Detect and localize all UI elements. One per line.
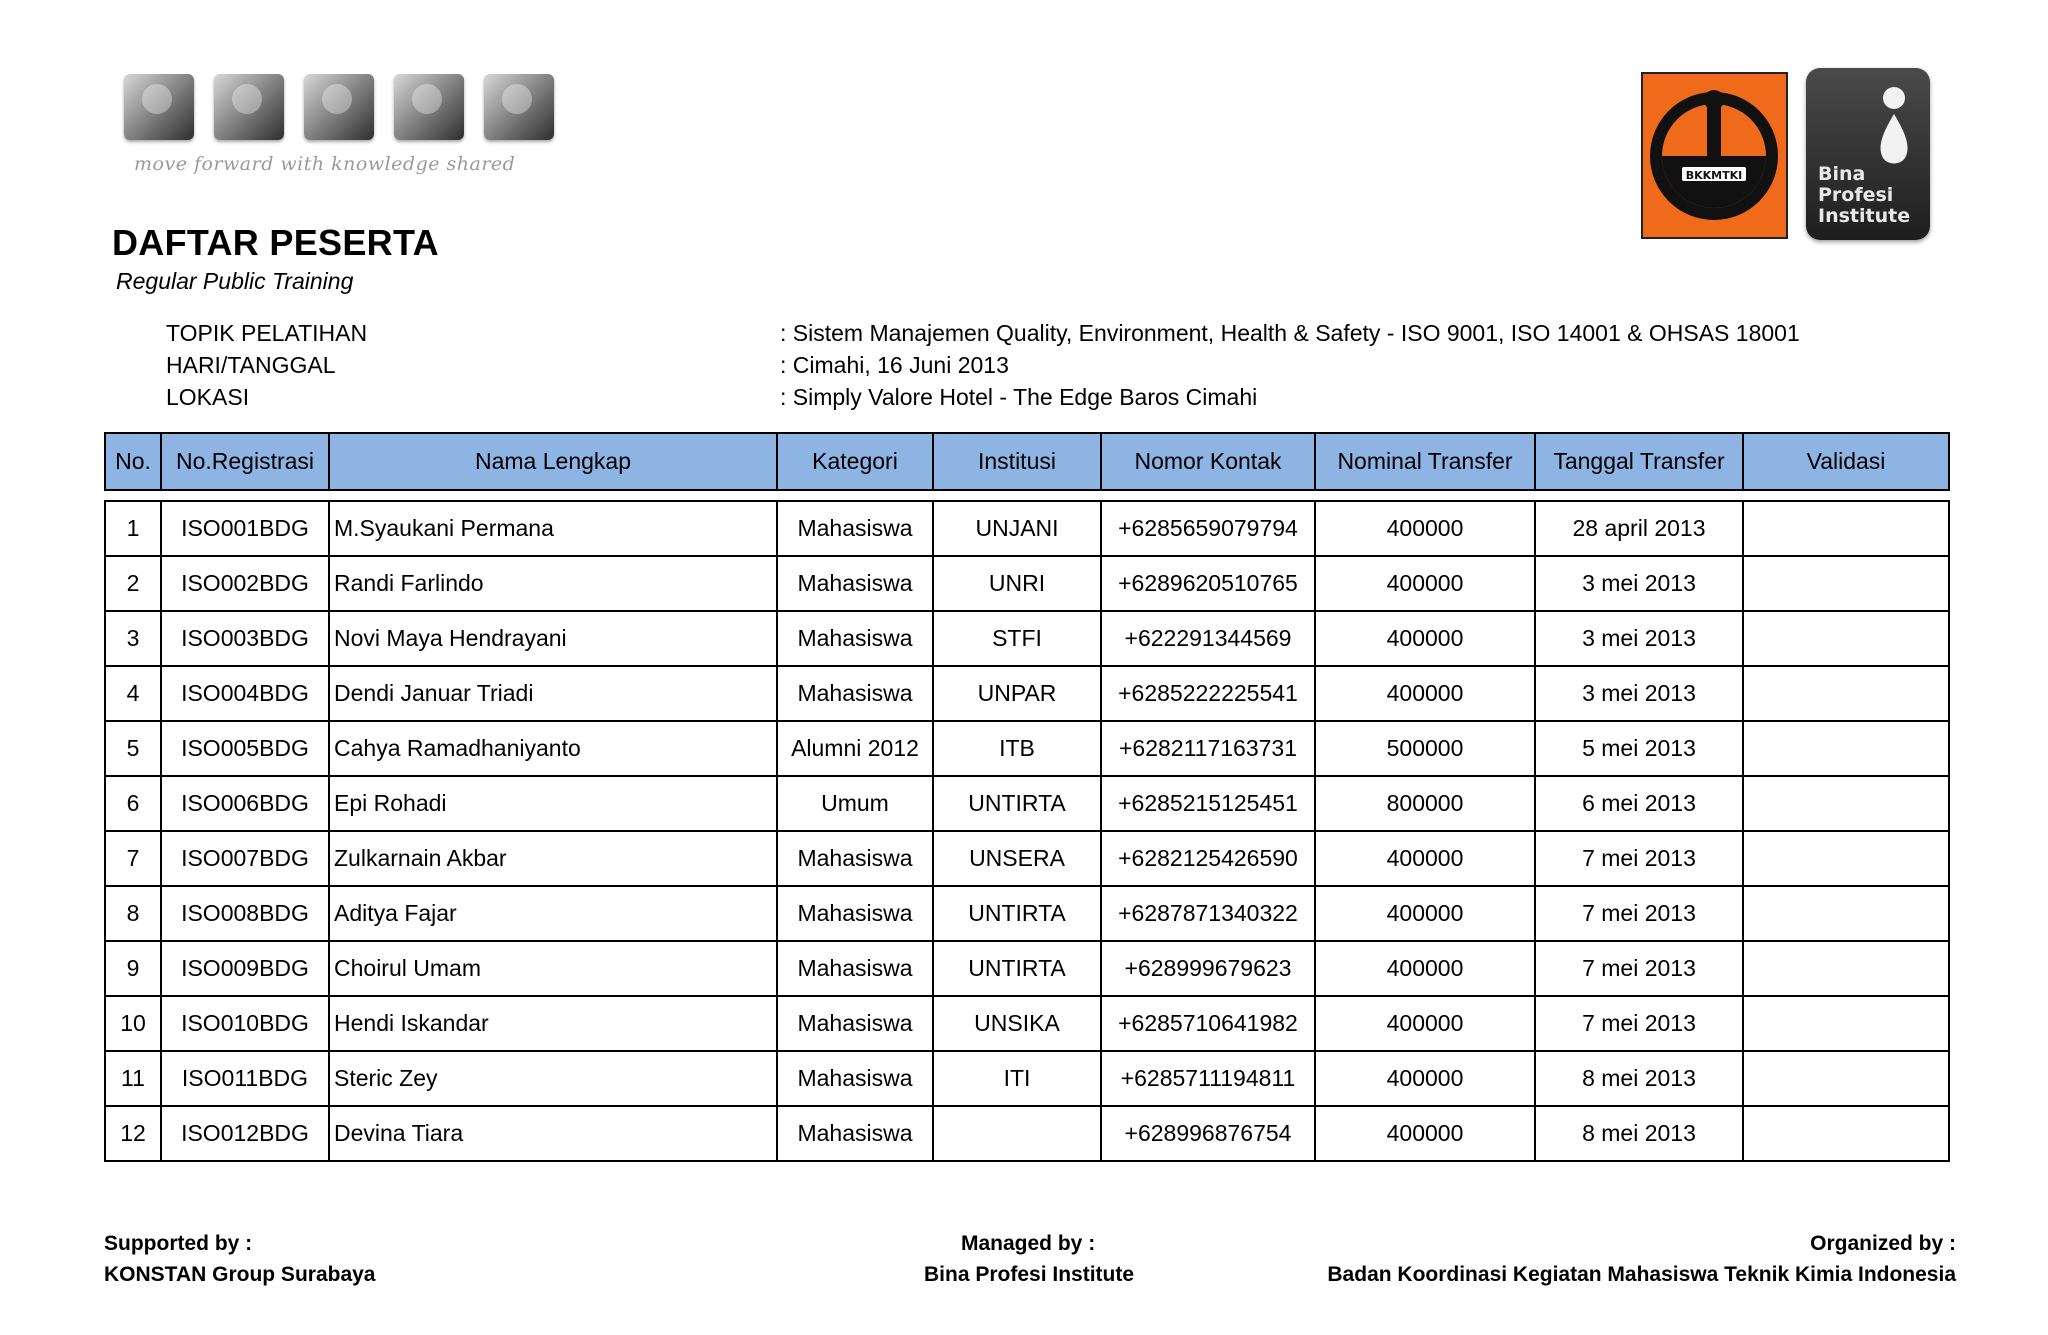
cell-full-name: Steric Zey — [329, 1051, 777, 1106]
cell-registration: ISO008BDG — [161, 886, 329, 941]
column-header-full-name: Nama Lengkap — [329, 433, 777, 490]
footer-managed-value: Bina Profesi Institute — [924, 1263, 1135, 1286]
cell-full-name: Aditya Fajar — [329, 886, 777, 941]
cell-registration: ISO002BDG — [161, 556, 329, 611]
bpi-line: Bina — [1818, 163, 1866, 185]
cell-validation — [1743, 721, 1949, 776]
column-header-no: No. — [105, 433, 161, 490]
cell-full-name: Dendi Januar Triadi — [329, 666, 777, 721]
cell-no: 6 — [105, 776, 161, 831]
cell-institution: ITB — [933, 721, 1101, 776]
table-row — [105, 1051, 1949, 1106]
table-row — [105, 666, 1949, 721]
cell-category: Mahasiswa — [777, 611, 933, 666]
cell-transfer-amount: 400000 — [1315, 666, 1535, 721]
cell-registration: ISO011BDG — [161, 1051, 329, 1106]
cell-transfer-date: 5 mei 2013 — [1535, 721, 1743, 776]
cell-full-name: Zulkarnain Akbar — [329, 831, 777, 886]
cell-no: 11 — [105, 1051, 161, 1106]
photo-thumbnail — [124, 74, 194, 140]
table-row — [105, 941, 1949, 996]
cell-category: Mahasiswa — [777, 831, 933, 886]
footer-managed-label: Managed by : — [961, 1232, 1096, 1255]
photo-thumbnail — [214, 74, 284, 140]
cell-category: Alumni 2012 — [777, 721, 933, 776]
cell-transfer-amount: 500000 — [1315, 721, 1535, 776]
cell-full-name: Randi Farlindo — [329, 556, 777, 611]
cell-category: Umum — [777, 776, 933, 831]
column-header-contact: Nomor Kontak — [1101, 433, 1315, 490]
cell-institution: UNTIRTA — [933, 886, 1101, 941]
cell-transfer-date: 8 mei 2013 — [1535, 1051, 1743, 1106]
bpi-line: Institute — [1818, 205, 1911, 227]
photo-thumbnail — [394, 74, 464, 140]
footer-supported-label: Supported by : — [104, 1232, 253, 1255]
cell-validation — [1743, 666, 1949, 721]
cell-institution: UNSIKA — [933, 996, 1101, 1051]
cell-institution: UNPAR — [933, 666, 1101, 721]
table-row — [105, 776, 1949, 831]
cell-contact: +6282125426590 — [1101, 831, 1315, 886]
cell-transfer-amount: 400000 — [1315, 501, 1535, 556]
cell-transfer-date: 7 mei 2013 — [1535, 996, 1743, 1051]
table-row — [105, 721, 1949, 776]
cell-transfer-amount: 400000 — [1315, 556, 1535, 611]
cell-no: 7 — [105, 831, 161, 886]
water-drop-icon — [1876, 86, 1912, 168]
cell-full-name: Cahya Ramadhaniyanto — [329, 721, 777, 776]
cell-validation — [1743, 501, 1949, 556]
bkkmtki-emblem-icon — [1643, 74, 1786, 237]
cell-no: 12 — [105, 1106, 161, 1161]
cell-transfer-amount: 400000 — [1315, 886, 1535, 941]
table-row — [105, 501, 1949, 556]
cell-validation — [1743, 996, 1949, 1051]
cell-category: Mahasiswa — [777, 556, 933, 611]
cell-institution: UNRI — [933, 556, 1101, 611]
cell-category: Mahasiswa — [777, 941, 933, 996]
cell-transfer-date: 3 mei 2013 — [1535, 666, 1743, 721]
cell-category: Mahasiswa — [777, 1051, 933, 1106]
cell-registration: ISO012BDG — [161, 1106, 329, 1161]
photo-thumbnail — [484, 74, 554, 140]
cell-contact: +622291344569 — [1101, 611, 1315, 666]
cell-category: Mahasiswa — [777, 886, 933, 941]
cell-institution: STFI — [933, 611, 1101, 666]
cell-registration: ISO004BDG — [161, 666, 329, 721]
cell-no: 9 — [105, 941, 161, 996]
cell-registration: ISO005BDG — [161, 721, 329, 776]
participant-table-header — [104, 432, 1950, 491]
cell-validation — [1743, 1051, 1949, 1106]
cell-transfer-date: 6 mei 2013 — [1535, 776, 1743, 831]
cell-contact: +6285711194811 — [1101, 1051, 1315, 1106]
cell-registration: ISO009BDG — [161, 941, 329, 996]
cell-no: 5 — [105, 721, 161, 776]
cell-full-name: M.Syaukani Permana — [329, 501, 777, 556]
cell-registration: ISO003BDG — [161, 611, 329, 666]
cell-transfer-date: 7 mei 2013 — [1535, 831, 1743, 886]
info-value-date: : Cimahi, 16 Juni 2013 — [780, 352, 1009, 378]
info-value-topic: : Sistem Manajemen Quality, Environment, Health & Safety - ISO 9001, ISO 14001 & OHSAS 18001 — [780, 320, 1800, 346]
cell-validation — [1743, 776, 1949, 831]
cell-contact: +6285710641982 — [1101, 996, 1315, 1051]
cell-no: 1 — [105, 501, 161, 556]
cell-transfer-amount: 400000 — [1315, 941, 1535, 996]
cell-transfer-date: 7 mei 2013 — [1535, 886, 1743, 941]
cell-registration: ISO007BDG — [161, 831, 329, 886]
info-label-topic: TOPIK PELATIHAN — [166, 320, 368, 346]
cell-validation — [1743, 1106, 1949, 1161]
footer-organized-label: Organized by : — [1810, 1232, 1956, 1255]
page-subtitle: Regular Public Training — [116, 268, 354, 294]
cell-category: Mahasiswa — [777, 666, 933, 721]
cell-validation — [1743, 886, 1949, 941]
cell-institution — [933, 1106, 1101, 1161]
table-row — [105, 611, 1949, 666]
cell-transfer-date: 3 mei 2013 — [1535, 611, 1743, 666]
cell-validation — [1743, 556, 1949, 611]
cell-validation — [1743, 831, 1949, 886]
cell-transfer-amount: 400000 — [1315, 1051, 1535, 1106]
cell-institution: UNTIRTA — [933, 941, 1101, 996]
cell-transfer-amount: 400000 — [1315, 831, 1535, 886]
cell-full-name: Epi Rohadi — [329, 776, 777, 831]
footer-organized-value: Badan Koordinasi Kegiatan Mahasiswa Teknik Kimia Indonesia — [1327, 1263, 1956, 1286]
cell-transfer-date: 8 mei 2013 — [1535, 1106, 1743, 1161]
cell-category: Mahasiswa — [777, 996, 933, 1051]
cell-no: 8 — [105, 886, 161, 941]
page-title: DAFTAR PESERTA — [112, 222, 439, 263]
cell-no: 4 — [105, 666, 161, 721]
cell-full-name: Hendi Iskandar — [329, 996, 777, 1051]
cell-contact: +6282117163731 — [1101, 721, 1315, 776]
table-row — [105, 886, 1949, 941]
cell-institution: ITI — [933, 1051, 1101, 1106]
column-header-institution: Institusi — [933, 433, 1101, 490]
cell-contact: +6285215125451 — [1101, 776, 1315, 831]
cell-contact: +6285659079794 — [1101, 501, 1315, 556]
cell-transfer-date: 3 mei 2013 — [1535, 556, 1743, 611]
bkk-logo-text: BKKMTKI — [1685, 169, 1743, 182]
bkkmtki-logo — [1641, 72, 1788, 239]
cell-transfer-amount: 400000 — [1315, 611, 1535, 666]
table-row — [105, 831, 1949, 886]
cell-transfer-amount: 800000 — [1315, 776, 1535, 831]
cell-registration: ISO001BDG — [161, 501, 329, 556]
table-row — [105, 996, 1949, 1051]
cell-category: Mahasiswa — [777, 501, 933, 556]
column-header-registration: No.Registrasi — [161, 433, 329, 490]
cell-contact: +628996876754 — [1101, 1106, 1315, 1161]
cell-full-name: Devina Tiara — [329, 1106, 777, 1161]
cell-full-name: Novi Maya Hendrayani — [329, 611, 777, 666]
cell-institution: UNJANI — [933, 501, 1101, 556]
bpi-logo-text — [1818, 164, 1910, 227]
info-value-location: : Simply Valore Hotel - The Edge Baros Cimahi — [780, 384, 1258, 410]
cell-transfer-date: 7 mei 2013 — [1535, 941, 1743, 996]
participant-table — [104, 500, 1950, 1162]
cell-registration: ISO006BDG — [161, 776, 329, 831]
cell-full-name: Choirul Umam — [329, 941, 777, 996]
cell-institution: UNTIRTA — [933, 776, 1101, 831]
cell-institution: UNSERA — [933, 831, 1101, 886]
cell-registration: ISO010BDG — [161, 996, 329, 1051]
header-photo-strip — [124, 74, 554, 146]
info-label-date: HARI/TANGGAL — [166, 352, 336, 378]
info-label-location: LOKASI — [166, 384, 250, 410]
cell-contact: +628999679623 — [1101, 941, 1315, 996]
cell-transfer-date: 28 april 2013 — [1535, 501, 1743, 556]
column-header-transfer-date: Tanggal Transfer — [1535, 433, 1743, 490]
cell-validation — [1743, 611, 1949, 666]
bpi-line: Profesi — [1818, 184, 1894, 206]
cell-validation — [1743, 941, 1949, 996]
footer-supported-value: KONSTAN Group Surabaya — [104, 1263, 376, 1286]
cell-category: Mahasiswa — [777, 1106, 933, 1161]
cell-contact: +6289620510765 — [1101, 556, 1315, 611]
logo-tagline: move forward with knowledge shared — [134, 153, 516, 175]
table-row — [105, 1106, 1949, 1161]
column-header-transfer-amount: Nominal Transfer — [1315, 433, 1535, 490]
cell-contact: +6285222225541 — [1101, 666, 1315, 721]
cell-contact: +6287871340322 — [1101, 886, 1315, 941]
cell-no: 10 — [105, 996, 161, 1051]
cell-transfer-amount: 400000 — [1315, 996, 1535, 1051]
cell-no: 3 — [105, 611, 161, 666]
column-header-validation: Validasi — [1743, 433, 1949, 490]
photo-thumbnail — [304, 74, 374, 140]
cell-no: 2 — [105, 556, 161, 611]
table-row — [105, 556, 1949, 611]
header-row — [105, 433, 1949, 490]
column-header-category: Kategori — [777, 433, 933, 490]
bina-profesi-logo — [1806, 68, 1930, 240]
cell-transfer-amount: 400000 — [1315, 1106, 1535, 1161]
